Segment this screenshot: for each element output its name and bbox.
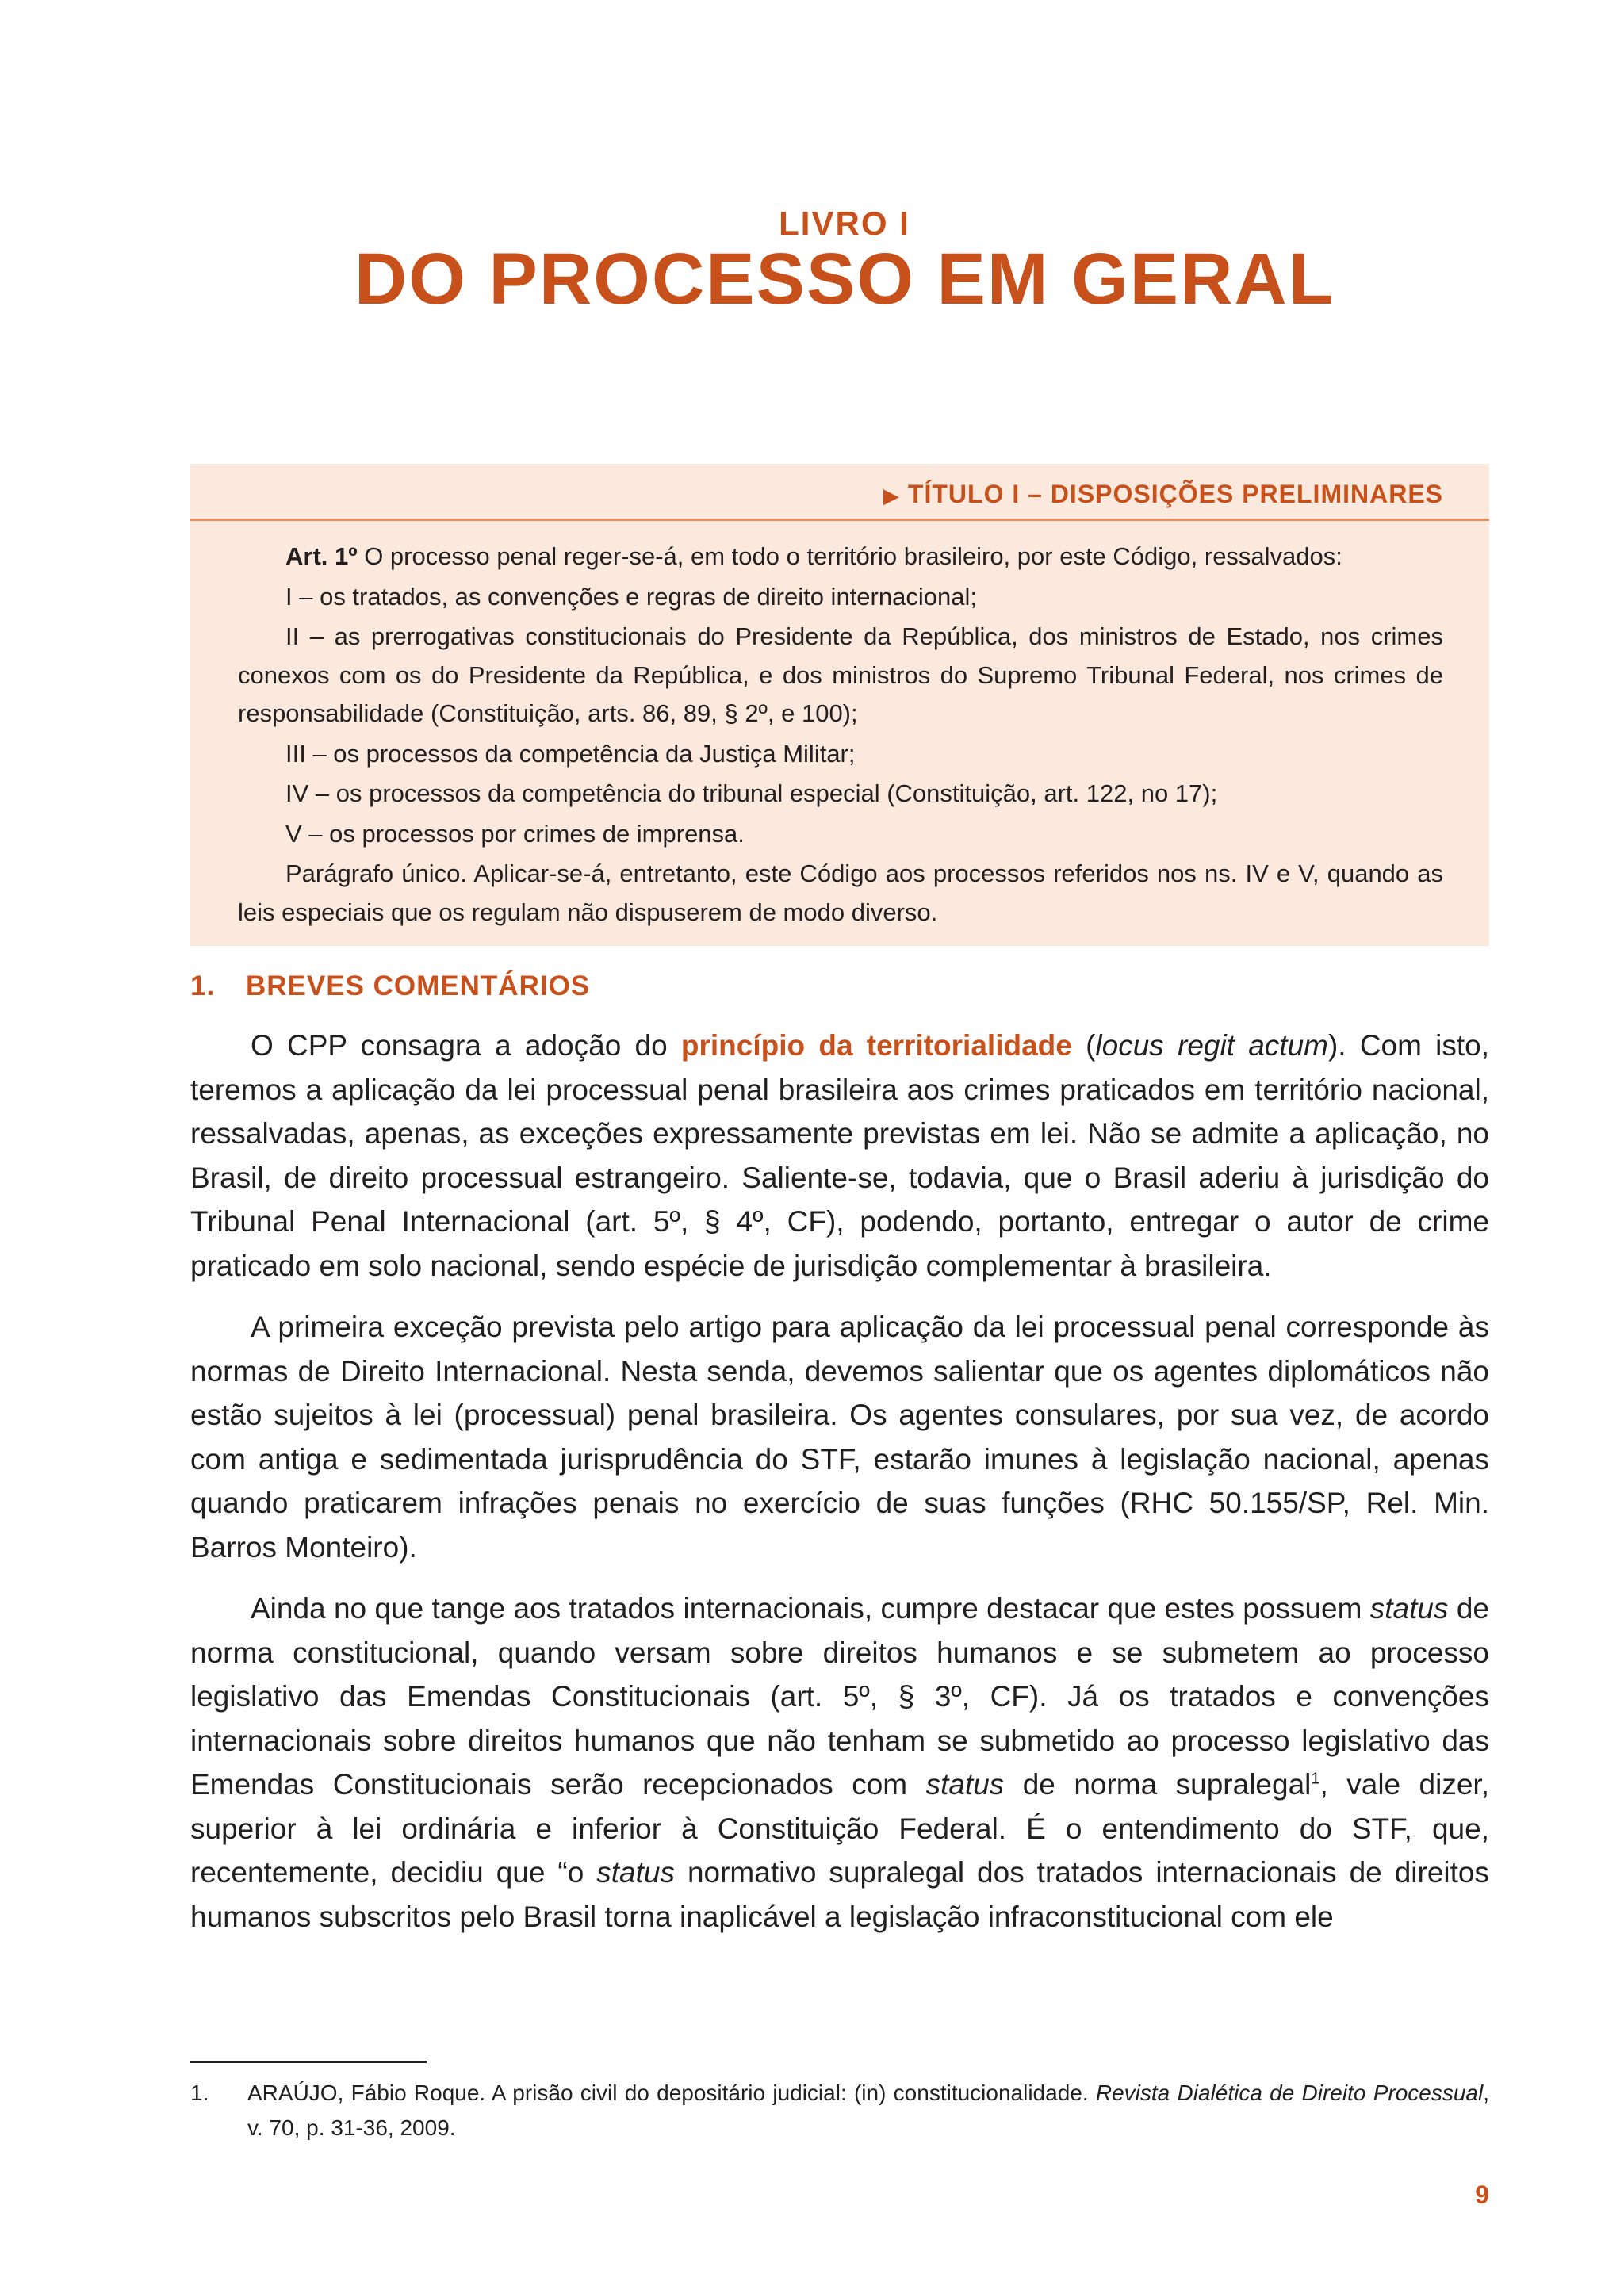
section-heading [190,970,590,1002]
book-title: DO PROCESSO EM GERAL [354,239,1335,320]
article-paragraph-unico: Parágrafo único. Aplicar-se-á, entretanto, este Código aos processos referidos nos ns. IV e V, quando as leis especiais que os regulam não dispuserem de modo diverso. [238,859,1443,926]
article-item-iii: III – os processos da competência da Justiça Militar; [285,739,856,768]
p1-text: ). Com isto, teremos a aplicação da lei processual penal brasileira aos crimes praticados em território nacional, ressalvadas, apenas, as exceções expressamente previstas em lei. Não se admite a aplicação, no Brasil, de direito processual estrangeiro. Saliente-se, todavia, que o Brasil aderiu à jurisdição do Tribunal Penal Internacional (art. 5º, § 4º, CF), podendo, portanto, entregar o autor de crime praticado em solo nacional, sendo espécie de jurisdição complementar à brasileira. [190,1029,1490,1282]
article-item-v: V – os processos por crimes de imprensa. [285,819,745,848]
footnote-journal: Revista Dialética de Direito Processual [1095,2081,1484,2105]
italic-status: status [925,1768,1005,1801]
territoriality-highlight: princípio da territorialidade [680,1029,1072,1062]
p3-text: Ainda no que tange aos tratados internacionais, cumpre destacar que estes possuem [251,1592,1370,1625]
triangle-right-icon: ▶ [883,484,900,507]
p3-text: , vale dizer, superior à lei ordinária e inferior à Constituição Federal. É o entendimento do STF, que, recentemente, decidiu que “o [190,1768,1489,1889]
article-item-i: I – os tratados, as convenções e regras de direito internacional; [285,582,977,611]
title-heading-text: TÍTULO I – DISPOSIÇÕES PRELIMINARES [907,480,1443,508]
latin-phrase: locus regit actum [1095,1029,1328,1062]
footnote [190,2076,1489,2146]
paragraph-2: A primeira exceção prevista pelo artigo para aplicação da lei processual penal corresponde às normas de Direito Internacional. Nesta senda, devemos salientar que os agentes diplomáticos não estão sujeitos à lei (processual) penal brasileira. Os agentes consulares, por sua vez, de acordo com antiga e sedimentada jurisprudência do STF, estarão imunes à legislação nacional, apenas quando praticarem infrações penais no exercício de suas funções (RHC 50.155/SP, Rel. Min. Barros Monteiro). [190,1311,1489,1564]
italic-status: status [596,1856,675,1889]
article-box [190,464,1489,946]
paragraph-3 [190,1587,1489,1939]
footnote-text [247,2076,1489,2146]
p1-text: O CPP consagra a adoção do [251,1029,681,1062]
paragraph-1 [190,1024,1489,1288]
page-number: 9 [1475,2180,1489,2209]
commentary-body [190,1024,1489,1956]
article-caput-text: O processo penal reger-se-á, em todo o território brasileiro, por este Código, ressalvados: [357,542,1342,570]
p3-text: de norma supralegal [1004,1768,1312,1801]
article-item-iv: IV – os processos da competência do tribunal especial (Constituição, art. 122, no 17); [285,779,1218,807]
book-label: LIVRO I [779,205,910,242]
p3-text: normativo supralegal dos tratados internacionais de direitos humanos subscritos pelo Brasil torna inaplicável a legislação infraconstitucional com ele [190,1856,1489,1933]
footnote-citation: ARAÚJO, Fábio Roque. A prisão civil do depositário judicial: (in) constitucionalidade. [247,2081,1096,2105]
footnote-number: 1. [190,2081,209,2105]
section-title: BREVES COMENTÁRIOS [246,970,591,1001]
section-number: 1. [190,970,216,1001]
article-item-ii: II – as prerrogativas constitucionais do Presidente da República, dos ministros de Estado, nos crimes conexos com os do Presidente da República, e dos ministros do Supremo Tribunal Federal, nos crimes de responsabilidade (Constituição, arts. 86, 89, § 2º, e 100); [238,622,1443,727]
title-heading [883,480,1443,509]
footnote-ref[interactable]: 1 [1311,1770,1320,1788]
title-divider [190,519,1489,521]
italic-status: status [1369,1592,1449,1625]
article-label: Art. 1º [285,542,358,570]
p1-text: ( [1071,1029,1096,1062]
footnote-divider [190,2061,427,2063]
article-text [238,538,1443,933]
footnote-citation-end: , v. 70, p. 31-36, 2009. [247,2081,1489,2140]
article-caput [238,538,1443,576]
p3-text: de norma constitucional, quando versam sobre direitos humanos e se submetem ao processo legislativo das Emendas Constitucionais (art. 5º, § 3º, CF). Já os tratados e convenções internacionais sobre direitos humanos que não tenham se submetido ao processo legislativo das Emendas Constitucionais serão recepcionados com [190,1592,1489,1801]
